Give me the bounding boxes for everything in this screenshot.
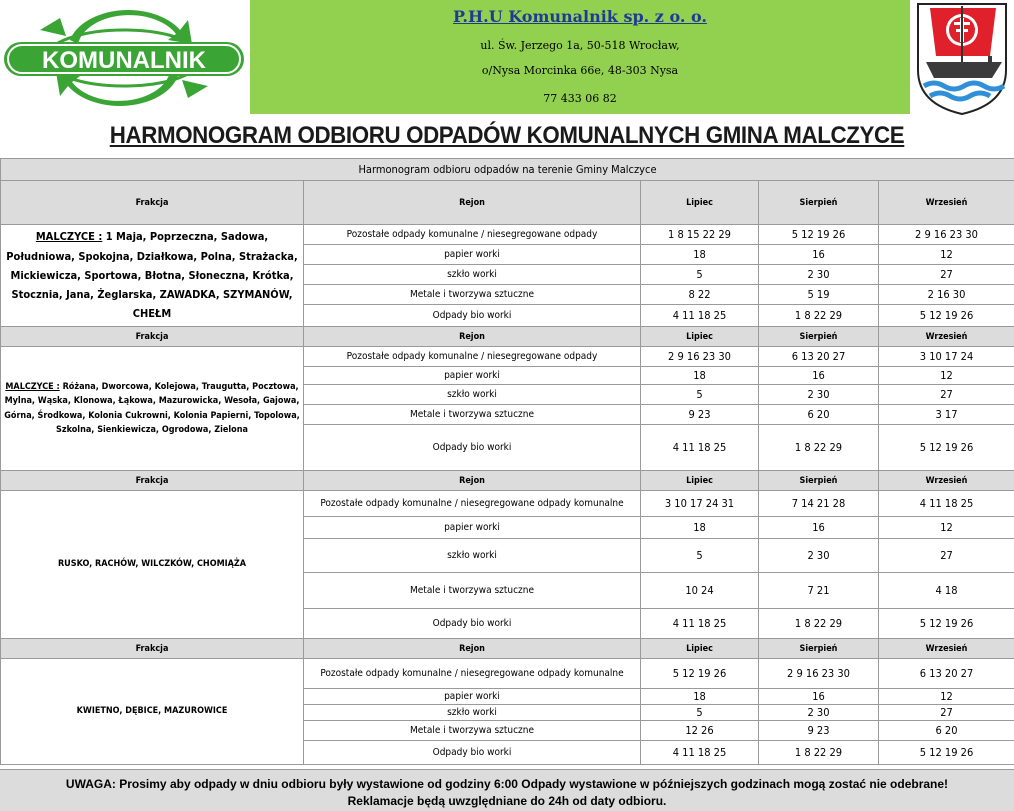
dates-august: 1 8 22 29 (759, 741, 879, 765)
dates-july: 18 (641, 689, 759, 705)
dates-july: 4 11 18 25 (641, 741, 759, 765)
fraction-cell: Odpady bio worki (304, 741, 641, 765)
dates-july: 3 10 17 24 31 (641, 491, 759, 517)
region-streets: 1 Maja, Poprzeczna, Sadowa, Południowa, Spokojna, Działkowa, Polna, Strażacka, Mickiewicza, Sportowa, Błotna, Słoneczna, Krótka, Stocznia, Jana, Żeglarska, ZAWADKA, SZYMANÓW, CHEŁM (6, 230, 298, 321)
dates-july: 2 9 16 23 30 (641, 347, 759, 367)
header-fraction: Frakcja (1, 327, 304, 347)
dates-september: 5 12 19 26 (879, 305, 1014, 327)
dates-august: 7 14 21 28 (759, 491, 879, 517)
dates-september: 12 (879, 245, 1014, 265)
municipality-crest (910, 0, 1014, 116)
fraction-cell: papier worki (304, 689, 641, 705)
fraction-cell: Odpady bio worki (304, 425, 641, 471)
header-row (1, 471, 1014, 491)
table-row (1, 225, 1014, 245)
dates-august: 6 13 20 27 (759, 347, 879, 367)
company-info (250, 0, 910, 114)
fraction-cell: Metale i tworzywa sztuczne (304, 721, 641, 741)
header-august: Sierpień (759, 327, 879, 347)
company-address-1: ul. Św. Jerzego 1a, 50-518 Wrocław, (480, 39, 680, 52)
komunalnik-logo-icon (0, 0, 248, 116)
fraction-cell: Pozostałe odpady komunalne / niesegregowane odpady komunalne (304, 659, 641, 689)
dates-august: 16 (759, 367, 879, 385)
header-region: Rejon (304, 639, 641, 659)
header-region: Rejon (304, 181, 641, 225)
company-address-2: o/Nysa Morcinka 66e, 48-303 Nysa (481, 64, 679, 77)
header-july: Lipiec (641, 471, 759, 491)
page-title: HARMONOGRAM ODBIORU ODPADÓW KOMUNALNYCH GMINA MALCZYCE (109, 122, 905, 149)
dates-august: 2 30 (759, 539, 879, 573)
dates-july: 10 24 (641, 573, 759, 609)
fraction-cell: papier worki (304, 245, 641, 265)
dates-august: 16 (759, 517, 879, 539)
dates-august: 1 8 22 29 (759, 425, 879, 471)
dates-august: 9 23 (759, 721, 879, 741)
dates-july: 18 (641, 367, 759, 385)
fraction-cell: papier worki (304, 517, 641, 539)
dates-july: 18 (641, 517, 759, 539)
dates-august: 2 9 16 23 30 (759, 659, 879, 689)
dates-july: 12 26 (641, 721, 759, 741)
dates-july: 5 (641, 265, 759, 285)
dates-september: 12 (879, 517, 1014, 539)
header-row (1, 327, 1014, 347)
dates-september: 5 12 19 26 (879, 741, 1014, 765)
dates-july: 8 22 (641, 285, 759, 305)
fraction-cell: Pozostałe odpady komunalne / niesegregowane odpady komunalne (304, 491, 641, 517)
fraction-cell: Pozostałe odpady komunalne / niesegregowane odpady (304, 225, 641, 245)
header-july: Lipiec (641, 181, 759, 225)
dates-september: 12 (879, 367, 1014, 385)
dates-september: 2 9 16 23 30 (879, 225, 1014, 245)
dates-september: 12 (879, 689, 1014, 705)
header-august: Sierpień (759, 181, 879, 225)
dates-september: 27 (879, 265, 1014, 285)
header-region: Rejon (304, 471, 641, 491)
region-town: MALCZYCE : (35, 230, 103, 244)
dates-september: 2 16 30 (879, 285, 1014, 305)
header-august: Sierpień (759, 639, 879, 659)
header-region: Rejon (304, 327, 641, 347)
dates-july: 4 11 18 25 (641, 305, 759, 327)
footer-warning: UWAGA: Prosimy aby odpady w dniu odbioru były wystawione od godziny 6:00 Odpady wystawione w późniejszych godzinach mogą zostać nie odebrane! (65, 777, 949, 791)
header-fraction: Frakcja (1, 471, 304, 491)
dates-august: 6 20 (759, 405, 879, 425)
region-streets: Różana, Dworcowa, Kolejowa, Traugutta, Pocztowa, Mylna, Wąska, Klonowa, Łąkowa, Mazurowicka, Wesoła, Gajowa, Górna, Środkowa, Kolonia Cukrowni, Kolonia Papierni, Topolowa, Szkolna, Sienkiewicza, Ogrodowa, Zielona (4, 381, 300, 435)
dates-september: 27 (879, 539, 1014, 573)
dates-july: 9 23 (641, 405, 759, 425)
schedule-table (0, 158, 1014, 765)
dates-september: 4 18 (879, 573, 1014, 609)
region-cell (1, 347, 304, 471)
dates-august: 5 19 (759, 285, 879, 305)
header-september: Wrzesień (879, 327, 1014, 347)
dates-july: 4 11 18 25 (641, 609, 759, 639)
header-september: Wrzesień (879, 639, 1014, 659)
dates-september: 3 17 (879, 405, 1014, 425)
dates-july: 18 (641, 245, 759, 265)
footer-notice (0, 769, 1014, 811)
region-streets: KWIETNO, DĘBICE, MAZUROWICE (76, 706, 228, 717)
region-cell (1, 659, 304, 765)
dates-august: 1 8 22 29 (759, 609, 879, 639)
fraction-cell: szkło worki (304, 265, 641, 285)
fraction-cell: Pozostałe odpady komunalne / niesegregowane odpady (304, 347, 641, 367)
dates-july: 5 (641, 539, 759, 573)
dates-july: 5 (641, 385, 759, 405)
dates-september: 5 12 19 26 (879, 609, 1014, 639)
page-header (0, 0, 1014, 116)
company-phone: 77 433 06 82 (543, 92, 617, 105)
fraction-cell: papier worki (304, 367, 641, 385)
dates-august: 5 12 19 26 (759, 225, 879, 245)
company-logo (0, 0, 248, 116)
header-row (1, 639, 1014, 659)
dates-september: 27 (879, 705, 1014, 721)
dates-august: 2 30 (759, 705, 879, 721)
dates-september: 6 13 20 27 (879, 659, 1014, 689)
dates-august: 7 21 (759, 573, 879, 609)
fraction-cell: Odpady bio worki (304, 609, 641, 639)
dates-september: 4 11 18 25 (879, 491, 1014, 517)
dates-august: 1 8 22 29 (759, 305, 879, 327)
dates-july: 4 11 18 25 (641, 425, 759, 471)
fraction-cell: szkło worki (304, 385, 641, 405)
dates-august: 2 30 (759, 385, 879, 405)
region-streets: RUSKO, RACHÓW, WILCZKÓW, CHOMIĄŻA (57, 559, 247, 570)
dates-september: 3 10 17 24 (879, 347, 1014, 367)
table-row (1, 491, 1014, 517)
header-august: Sierpień (759, 471, 879, 491)
fraction-cell: szkło worki (304, 705, 641, 721)
fraction-cell: Metale i tworzywa sztuczne (304, 285, 641, 305)
dates-september: 5 12 19 26 (879, 425, 1014, 471)
table-caption: Harmonogram odbioru odpadów na terenie Gminy Malczyce (1, 159, 1014, 181)
region-town: MALCZYCE : (5, 381, 60, 392)
header-fraction: Frakcja (1, 639, 304, 659)
dates-september: 6 20 (879, 721, 1014, 741)
dates-july: 5 (641, 705, 759, 721)
malczyce-crest-icon (910, 0, 1014, 116)
dates-september: 27 (879, 385, 1014, 405)
table-row (1, 659, 1014, 689)
region-cell (1, 225, 304, 327)
header-row (1, 181, 1014, 225)
header-fraction: Frakcja (1, 181, 304, 225)
dates-august: 16 (759, 245, 879, 265)
fraction-cell: szkło worki (304, 539, 641, 573)
header-july: Lipiec (641, 327, 759, 347)
region-cell (1, 491, 304, 639)
footer-complaints: Reklamacje będą uwzględniane do 24h od daty odbioru. (347, 794, 667, 808)
header-september: Wrzesień (879, 181, 1014, 225)
logo-text: KOMUNALNIK (42, 47, 206, 74)
header-july: Lipiec (641, 639, 759, 659)
dates-july: 1 8 15 22 29 (641, 225, 759, 245)
company-name: P.H.U Komunalnik sp. z o. o. (453, 7, 707, 26)
dates-august: 16 (759, 689, 879, 705)
dates-august: 2 30 (759, 265, 879, 285)
header-september: Wrzesień (879, 471, 1014, 491)
fraction-cell: Odpady bio worki (304, 305, 641, 327)
table-row (1, 347, 1014, 367)
dates-july: 5 12 19 26 (641, 659, 759, 689)
fraction-cell: Metale i tworzywa sztuczne (304, 573, 641, 609)
fraction-cell: Metale i tworzywa sztuczne (304, 405, 641, 425)
